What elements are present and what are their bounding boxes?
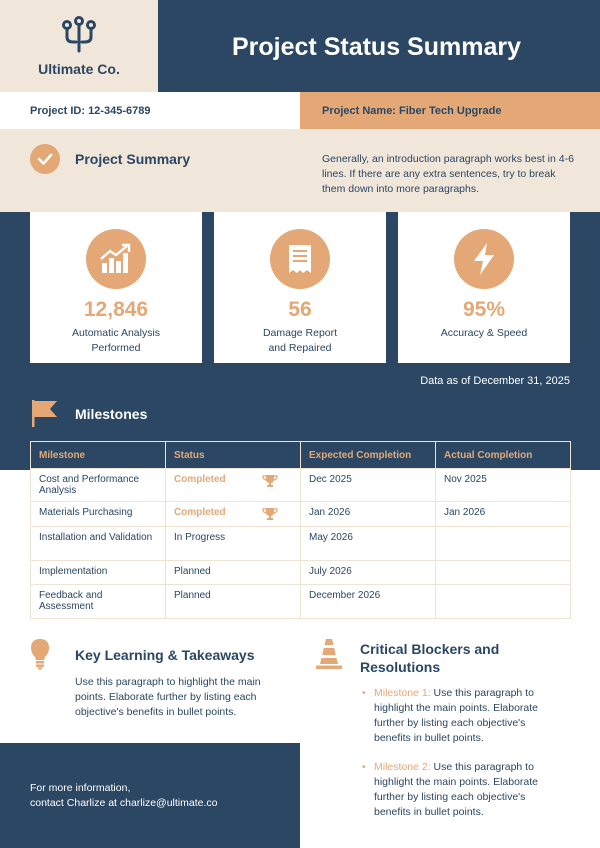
- expected-cell: Dec 2025: [301, 469, 436, 502]
- expected-cell: May 2026: [301, 527, 436, 561]
- flag-icon: [30, 398, 60, 428]
- milestone-cell: Implementation: [31, 561, 166, 585]
- page-title: Project Status Summary: [232, 33, 521, 61]
- actual-cell: Jan 2026: [436, 502, 571, 527]
- check-icon: [30, 144, 60, 174]
- milestones-table: [30, 441, 571, 619]
- blockers-title: Critical Blockers and Resolutions: [360, 641, 500, 675]
- stat-label: Damage Report and Repaired: [262, 327, 338, 354]
- stat-label: Accuracy & Speed: [440, 327, 528, 339]
- column-header: Expected Completion: [301, 442, 436, 469]
- logo-area: [0, 0, 158, 92]
- summary-title: Project Summary: [75, 151, 191, 167]
- status-cell: Completed: [166, 502, 301, 527]
- milestone-cell: Materials Purchasing: [31, 502, 166, 527]
- data-as-of: Data as of December 31, 2025: [420, 375, 570, 387]
- status-cell: In Progress: [166, 527, 301, 561]
- milestones-title: Milestones: [75, 406, 148, 422]
- stat-card-analysis: [30, 212, 202, 363]
- expected-cell: July 2026: [301, 561, 436, 585]
- trophy-icon: [262, 474, 278, 488]
- milestone-cell: Installation and Validation: [31, 527, 166, 561]
- actual-cell: Nov 2025: [436, 469, 571, 502]
- milestone-cell: Feedback and Assessment: [31, 585, 166, 619]
- actual-cell: [436, 585, 571, 619]
- table-row: [31, 561, 571, 585]
- stat-label: Automatic Analysis Performed: [71, 327, 161, 354]
- table-row: [31, 527, 571, 561]
- stat-card-accuracy: [398, 212, 570, 363]
- trophy-icon: [262, 507, 278, 521]
- stat-value: 56: [288, 298, 312, 321]
- stat-card-damage: [214, 212, 386, 363]
- status-cell: Planned: [166, 561, 301, 585]
- receipt-icon: [270, 229, 330, 289]
- stat-value: 95%: [462, 298, 506, 321]
- blocker-item: • Milestone 2: Use this paragraph to highlight the main points. Elaborate further by listing each objective's benefits in bullet points.: [362, 760, 562, 820]
- title-bar: [158, 0, 600, 92]
- lightbulb-icon: [30, 638, 50, 670]
- lightning-icon: [454, 229, 514, 289]
- table-row: [31, 585, 571, 619]
- footer-contact: For more information, contact Charlize at charlize@ultimate.co: [30, 782, 218, 809]
- blocker-item: • Milestone 1: Use this paragraph to highlight the main points. Elaborate further by listing each objective's benefits in bullet points.: [362, 686, 562, 746]
- table-header-row: [31, 442, 571, 469]
- table-row: [31, 502, 571, 527]
- company-logo-icon: [59, 15, 99, 55]
- project-id: Project ID: 12-345-6789: [0, 92, 300, 129]
- learning-title: Key Learning & Takeaways: [75, 647, 255, 663]
- summary-text: Generally, an introduction paragraph works best in 4-6 lines. If there are any extra sentences, try to break them down into more paragraphs.: [322, 153, 574, 195]
- stat-value: 12,846: [83, 298, 149, 321]
- learning-text: Use this paragraph to highlight the main points. Elaborate further by listing each objective's benefits in bullet points.: [75, 676, 261, 718]
- column-header: Milestone: [31, 442, 166, 469]
- table-row: [31, 469, 571, 502]
- company-name: Ultimate Co.: [38, 61, 120, 77]
- chart-growth-icon: [86, 229, 146, 289]
- traffic-cone-icon: [315, 638, 343, 670]
- project-name: Project Name: Fiber Tech Upgrade: [300, 92, 600, 129]
- status-cell: Completed: [166, 469, 301, 502]
- expected-cell: December 2026: [301, 585, 436, 619]
- actual-cell: [436, 527, 571, 561]
- expected-cell: Jan 2026: [301, 502, 436, 527]
- column-header: Status: [166, 442, 301, 469]
- column-header: Actual Completion: [436, 442, 571, 469]
- status-cell: Planned: [166, 585, 301, 619]
- actual-cell: [436, 561, 571, 585]
- milestone-cell: Cost and Performance Analysis: [31, 469, 166, 502]
